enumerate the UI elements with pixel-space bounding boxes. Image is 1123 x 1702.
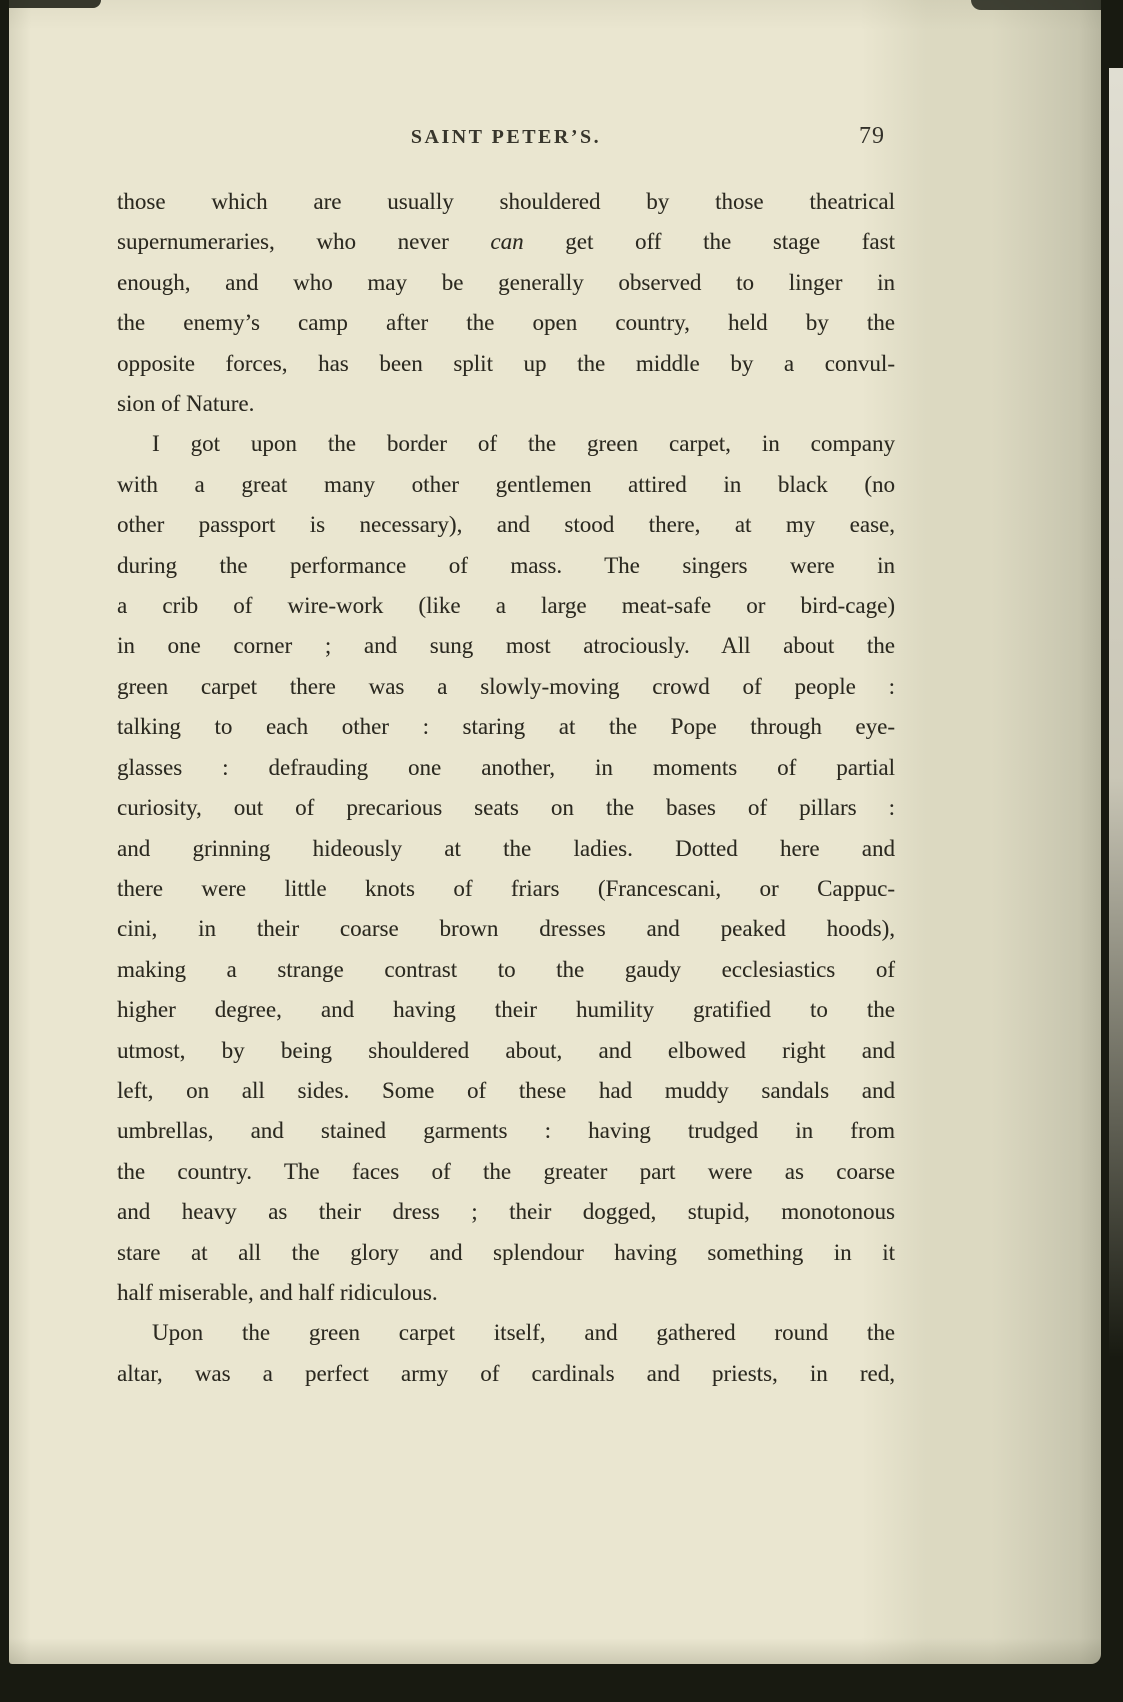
text-segment: opposite forces, has been split up the middle by a convul-	[117, 350, 895, 376]
text-line	[117, 1354, 895, 1394]
text-segment: Upon the green carpet itself, and gathered round the	[152, 1320, 895, 1346]
paragraph	[117, 424, 895, 1313]
text-segment: and grinning hideously at the ladies. Dotted here and	[117, 835, 895, 861]
text-segment: other passport is necessary), and stood there, at my ease,	[117, 512, 895, 538]
text-segment: green carpet there was a slowly-moving crowd of people :	[117, 673, 895, 699]
text-line	[117, 626, 895, 666]
text-segment: higher degree, and having their humility gratified to the	[117, 997, 895, 1023]
text-area	[117, 0, 895, 1394]
body-text	[117, 182, 895, 1394]
text-segment: those which are usually shouldered by those theatrical	[117, 189, 895, 214]
paragraph	[117, 1313, 895, 1394]
text-segment: talking to each other : staring at the Pope through eye-	[117, 714, 895, 740]
text-line	[117, 424, 895, 464]
italic-text: can	[490, 229, 524, 255]
page-number: 79	[859, 123, 885, 149]
text-line	[117, 748, 895, 788]
text-line	[117, 909, 895, 949]
text-segment: glasses : defrauding one another, in moments of partial	[117, 754, 895, 780]
book-page	[9, 0, 1101, 1664]
text-line	[117, 384, 895, 424]
text-segment: stare at all the glory and splendour having something in it	[117, 1239, 895, 1265]
text-line	[117, 1273, 895, 1313]
text-line	[117, 869, 895, 909]
text-line	[117, 1031, 895, 1071]
text-line	[117, 1111, 895, 1151]
text-line	[117, 303, 895, 343]
text-line	[117, 546, 895, 586]
text-segment: with a great many other gentlemen attired in black (no	[117, 471, 895, 497]
text-line	[117, 222, 895, 262]
text-line	[117, 1192, 895, 1232]
text-segment: enough, and who may be generally observed to linger in	[117, 269, 895, 295]
text-segment: curiosity, out of precarious seats on the bases of pillars :	[117, 795, 895, 821]
scan-artifact-top-right	[971, 0, 1101, 10]
text-line	[117, 465, 895, 505]
text-line	[117, 344, 895, 384]
text-segment: the country. The faces of the greater part were as coarse	[117, 1158, 895, 1184]
text-line	[117, 667, 895, 707]
text-segment: left, on all sides. Some of these had muddy sandals and	[117, 1077, 895, 1103]
text-segment: utmost, by being shouldered about, and elbowed right and	[117, 1037, 895, 1063]
text-line	[117, 1071, 895, 1111]
page-header	[117, 123, 895, 156]
text-line	[117, 182, 895, 222]
text-line	[117, 586, 895, 626]
text-line	[117, 829, 895, 869]
text-line	[117, 707, 895, 747]
text-segment: there were little knots of friars (Francescani, or Cappuc-	[117, 875, 895, 901]
text-segment: get off the stage fast	[523, 229, 895, 255]
text-line	[117, 788, 895, 828]
text-line	[117, 950, 895, 990]
text-segment: making a strange contrast to the gaudy ecclesiastics of	[117, 956, 895, 982]
text-line	[117, 505, 895, 545]
text-segment: cini, in their coarse brown dresses and peaked hoods),	[117, 916, 895, 942]
text-segment: and heavy as their dress ; their dogged, stupid, monotonous	[117, 1199, 895, 1225]
text-segment: the enemy’s camp after the open country, held by the	[117, 310, 895, 336]
text-segment: during the performance of mass. The singers were in	[117, 552, 895, 578]
text-segment: I got upon the border of the green carpet, in company	[152, 431, 895, 457]
text-segment: supernumeraries, who never	[117, 229, 491, 255]
running-title: SAINT PETER’S.	[410, 126, 602, 148]
text-segment: in one corner ; and sung most atrociously. All about the	[117, 633, 895, 659]
text-line	[117, 1313, 895, 1353]
text-segment: umbrellas, and stained garments : having trudged in from	[117, 1118, 895, 1144]
text-line	[117, 263, 895, 303]
text-line	[117, 990, 895, 1030]
text-segment: half miserable, and half ridiculous.	[117, 1279, 438, 1305]
text-line	[117, 1152, 895, 1192]
text-segment: sion of Nature.	[117, 391, 255, 417]
adjacent-page-edge	[1109, 68, 1123, 1358]
text-segment: a crib of wire-work (like a large meat-safe or bird-cage)	[117, 593, 895, 619]
paragraph	[117, 182, 895, 424]
text-segment: altar, was a perfect army of cardinals and priests, in red,	[117, 1360, 895, 1386]
text-line	[117, 1233, 895, 1273]
scan-artifact-top-left	[9, 0, 101, 8]
